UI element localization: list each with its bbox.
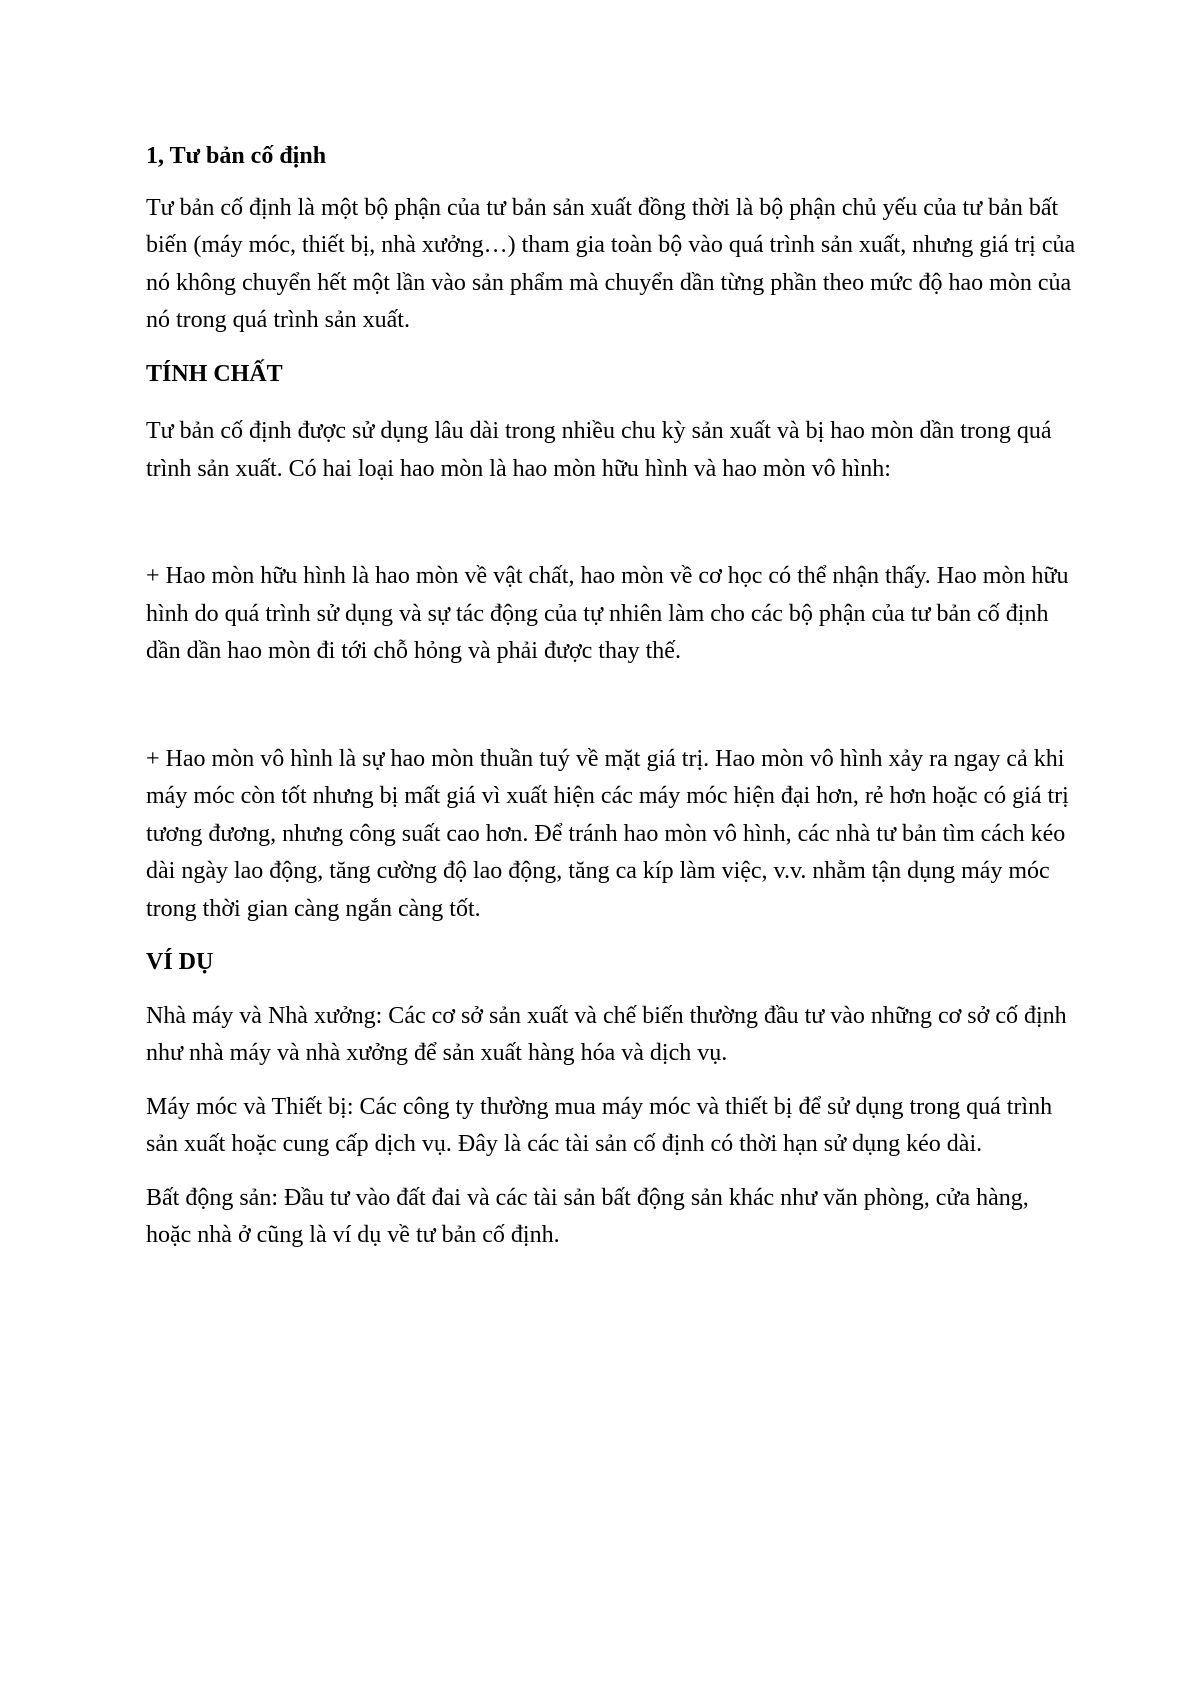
- example-paragraph-nha-may: Nhà máy và Nhà xưởng: Các cơ sở sản xuất và chế biến thường đầu tư vào những cơ sở cố định như nhà máy và nhà xưởng để sản xuất hàng hóa và dịch vụ.: [146, 1002, 1067, 1066]
- document-page: [146, 138, 1076, 1255]
- hao-mon-huu-hinh-paragraph: + Hao mòn hữu hình là hao mòn về vật chất, hao mòn về cơ học có thể nhận thấy. Hao mòn hữu hình do quá trình sử dụng và sự tác động của tự nhiên làm cho các bộ phận của tư bản cố định dần dần hao mòn đi tới chỗ hỏng và phải được thay thế.: [146, 563, 1069, 664]
- section-heading-tinh-chat: TÍNH CHẤT: [146, 360, 283, 387]
- section-heading-tu-ban-co-dinh: 1, Tư bản cố định: [146, 143, 327, 169]
- example-paragraph-may-moc: Máy móc và Thiết bị: Các công ty thường mua máy móc và thiết bị để sử dụng trong quá trình sản xuất hoặc cung cấp dịch vụ. Đây là các tài sản cố định có thời hạn sử dụng kéo dài.: [146, 1093, 1053, 1157]
- example-paragraph-bat-dong-san: Bất động sản: Đầu tư vào đất đai và các tài sản bất động sản khác như văn phòng, cửa hàng, hoặc nhà ở cũng là ví dụ về tư bản cố định.: [146, 1184, 1029, 1248]
- hao-mon-vo-hinh-paragraph: + Hao mòn vô hình là sự hao mòn thuần tuý về mặt giá trị. Hao mòn vô hình xảy ra ngay cả khi máy móc còn tốt nhưng bị mất giá vì xuất hiện các máy móc hiện đại hơn, rẻ hơn hoặc có giá trị tương đương, nhưng công suất cao hơn. Để tránh hao mòn vô hình, các nhà tư bản tìm cách kéo dài ngày lao động, tăng cường độ lao động, tăng ca kíp làm việc, v.v. nhằm tận dụng máy móc trong thời gian càng ngắn càng tốt.: [146, 745, 1069, 922]
- tinh-chat-paragraph: Tư bản cố định được sử dụng lâu dài trong nhiều chu kỳ sản xuất và bị hao mòn dần trong quá trình sản xuất. Có hai loại hao mòn là hao mòn hữu hình và hao mòn vô hình:: [146, 418, 1052, 482]
- section-heading-vi-du: VÍ DỤ: [146, 949, 214, 975]
- intro-paragraph: Tư bản cố định là một bộ phận của tư bản sản xuất đồng thời là bộ phận chủ yếu của tư bản bất biến (máy móc, thiết bị, nhà xưởng…) tham gia toàn bộ vào quá trình sản xuất, nhưng giá trị của nó không chuyển hết một lần vào sản phẩm mà chuyển dần từng phần theo mức độ hao mòn của nó trong quá trình sản xuất.: [146, 194, 1076, 333]
